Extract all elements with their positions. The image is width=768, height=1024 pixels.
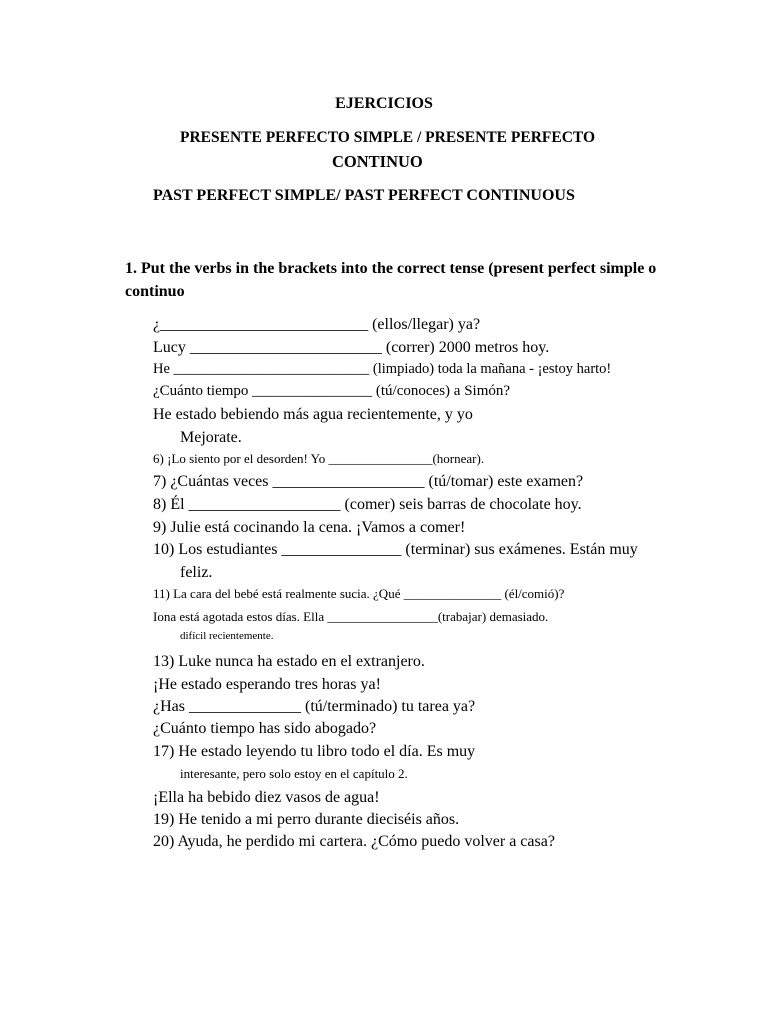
exercise-item-15: ¿Has ______________ (tú/terminado) tu tarea ya? [153, 698, 476, 715]
exercise-item-9: 9) Julie está cocinando la cena. ¡Vamos a comer! [153, 519, 466, 536]
exercise-item-10-continued: feliz. [180, 564, 213, 581]
exercise-item-18: ¡Ella ha bebido diez vasos de agua! [153, 789, 380, 806]
exercise-item-10: 10) Los estudiantes _______________ (terminar) sus exámenes. Están muy [153, 541, 638, 558]
exercise-item-8: 8) Él ___________________ (comer) seis barras de chocolate hoy. [153, 496, 582, 513]
subtitle-line-2: CONTINUO [332, 152, 423, 171]
subtitle-english: PAST PERFECT SIMPLE/ PAST PERFECT CONTINUOUS [153, 187, 575, 204]
exercise-item-1: ¿__________________________ (ellos/llegar) ya? [153, 316, 481, 333]
exercise-item-14: ¡He estado esperando tres horas ya! [153, 676, 381, 693]
exercise-item-5: He estado bebiendo más agua recientemente, y yo [153, 406, 473, 423]
exercise-item-11: 11) La cara del bebé está realmente sucia. ¿Qué _______________ (él/comió)? [153, 586, 565, 601]
exercise-item-17: 17) He estado leyendo tu libro todo el día. Es muy [153, 743, 476, 760]
exercise-item-5-continued: Mejorate. [180, 429, 242, 446]
exercise-item-2: Lucy ________________________ (correr) 2000 metros hoy. [153, 339, 550, 356]
exercise-item-19: 19) He tenido a mi perro durante dieciséis años. [153, 811, 460, 828]
subtitle-line-1: PRESENTE PERFECTO SIMPLE / PRESENTE PERFECTO [180, 129, 595, 146]
exercise-item-3: He ___________________________ (limpiado) toda la mañana - ¡estoy harto! [153, 361, 612, 377]
exercise-item-16: ¿Cuánto tiempo has sido abogado? [153, 720, 377, 737]
page-title: EJERCICIOS [335, 95, 433, 112]
exercise-item-7: 7) ¿Cuántas veces ___________________ (tú/tomar) este examen? [153, 473, 584, 490]
exercise-item-17-continued: interesante, pero solo estoy en el capítulo 2. [180, 766, 408, 781]
exercise-item-4: ¿Cuánto tiempo ________________ (tú/conoces) a Simón? [153, 383, 511, 399]
exercise-item-6: 6) ¡Lo siento por el desorden! Yo ________________(hornear). [153, 451, 485, 466]
exercise-instruction: 1. Put the verbs in the brackets into the correct tense (present perfect simple o continuo [125, 260, 657, 300]
exercise-item-20: 20) Ayuda, he perdido mi cartera. ¿Cómo puedo volver a casa? [153, 833, 555, 850]
exercise-item-12: Iona está agotada estos días. Ella _________________(trabajar) demasiado. [153, 609, 549, 624]
exercise-item-12-continued: difícil recientemente. [180, 630, 274, 642]
exercise-item-13: 13) Luke nunca ha estado en el extranjero. [153, 653, 425, 670]
